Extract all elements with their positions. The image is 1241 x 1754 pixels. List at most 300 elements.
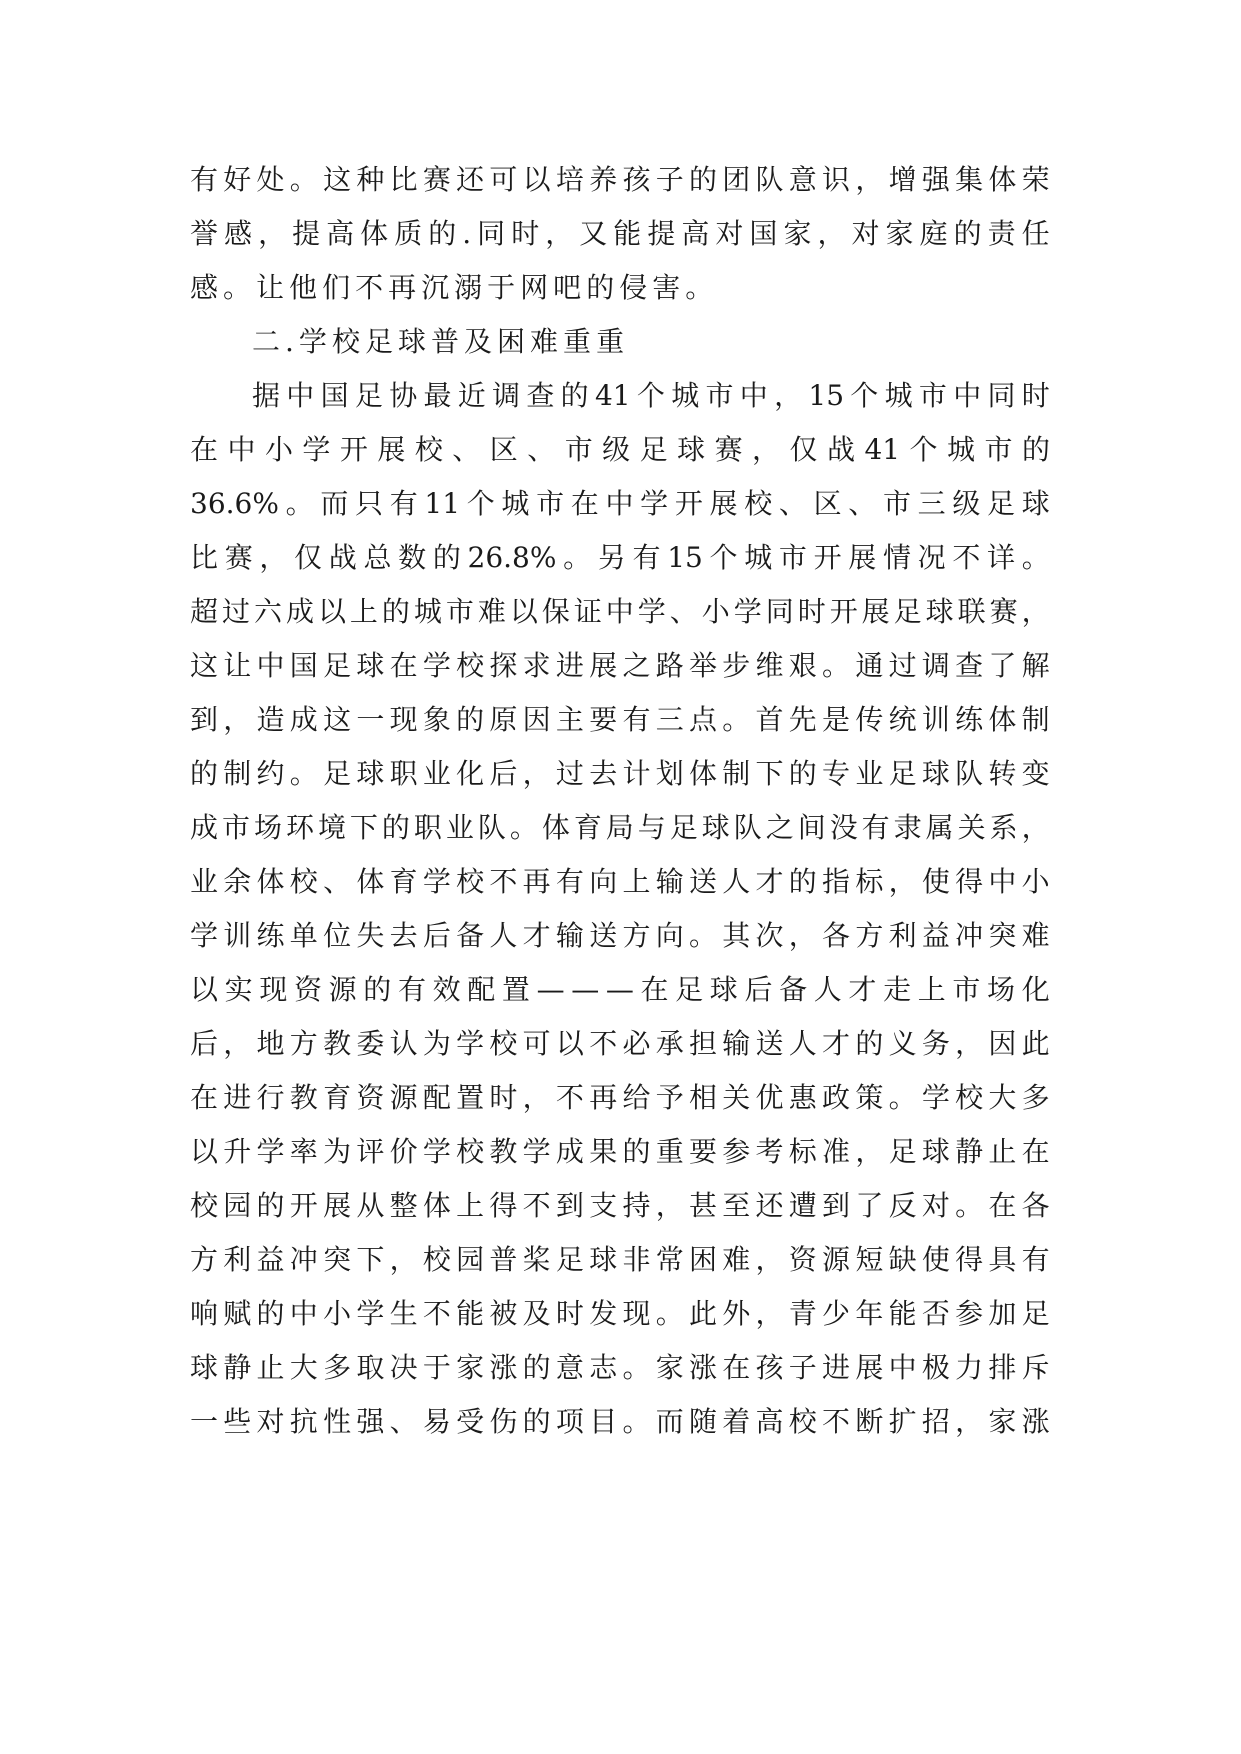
glyph: 城	[744, 541, 773, 574]
glyph: 静	[223, 1351, 252, 1384]
glyph: 送	[755, 1027, 784, 1060]
glyph: 总	[363, 541, 392, 574]
glyph: 学	[422, 1135, 451, 1168]
glyph: 境	[317, 811, 346, 844]
glyph: 认	[389, 1027, 418, 1060]
glyph: 重	[563, 325, 597, 358]
glyph: 要	[688, 1135, 717, 1168]
glyph: 教	[323, 1027, 352, 1060]
glyph: 举	[688, 649, 717, 682]
glyph: 承	[655, 1027, 684, 1060]
glyph: 上	[456, 1189, 485, 1222]
glyph: 比	[190, 541, 219, 574]
glyph: —	[536, 973, 565, 1006]
glyph: 的	[688, 163, 717, 196]
text-line	[190, 1287, 1050, 1341]
glyph: 维	[755, 649, 784, 682]
glyph: 球	[397, 325, 431, 358]
glyph: 制	[722, 757, 751, 790]
glyph: 才	[822, 1027, 851, 1060]
glyph: 余	[223, 865, 252, 898]
glyph: 球	[921, 1135, 950, 1168]
glyph: 练	[955, 703, 984, 736]
glyph: 这	[323, 163, 352, 196]
glyph: 任	[1021, 217, 1050, 250]
glyph: 过	[888, 649, 917, 682]
glyph: 。	[289, 163, 318, 196]
glyph: 以	[555, 1027, 584, 1060]
glyph: 个	[850, 379, 879, 412]
glyph: ，	[817, 217, 846, 250]
glyph: 。	[223, 271, 257, 304]
glyph: 在	[389, 649, 418, 682]
glyph: 中	[953, 379, 982, 412]
glyph: 困	[688, 1243, 717, 1276]
glyph: 持	[622, 1189, 651, 1222]
glyph: 的	[788, 865, 817, 898]
glyph: 此	[1021, 1027, 1050, 1060]
glyph: 目	[589, 1405, 618, 1438]
glyph: 后	[190, 1027, 219, 1060]
glyph: 家	[456, 1351, 485, 1384]
glyph: 难	[722, 1243, 751, 1276]
glyph: 青	[788, 1297, 817, 1330]
glyph: 送	[589, 919, 618, 952]
glyph: 过	[555, 757, 584, 790]
glyph: 以	[522, 163, 551, 196]
glyph: 不	[555, 1081, 584, 1114]
glyph: 输	[555, 919, 584, 952]
glyph: 各	[822, 919, 851, 952]
glyph: 对	[256, 1405, 285, 1438]
glyph: 人	[813, 973, 842, 1006]
glyph: 又	[579, 217, 608, 250]
glyph: 同	[765, 595, 794, 628]
glyph: 业	[855, 757, 884, 790]
glyph: ，	[755, 1297, 784, 1330]
glyph: 校	[456, 649, 485, 682]
glyph: 市	[536, 487, 565, 520]
glyph: 赛	[989, 595, 1018, 628]
glyph: 优	[755, 1081, 784, 1114]
glyph: 资	[788, 1243, 817, 1276]
glyph: 教	[489, 1135, 518, 1168]
glyph: 区	[489, 433, 518, 466]
glyph: 超	[190, 595, 219, 628]
glyph: 处	[256, 163, 285, 196]
glyph: 成	[289, 703, 318, 736]
glyph: 球	[921, 757, 950, 790]
glyph: 41	[864, 433, 901, 466]
glyph: 必	[622, 1027, 651, 1060]
glyph: 。	[563, 541, 592, 574]
glyph: 因	[988, 1027, 1017, 1060]
glyph: ，	[855, 163, 884, 196]
glyph: 家	[988, 1405, 1017, 1438]
glyph: 二	[252, 325, 286, 358]
glyph: 养	[589, 163, 618, 196]
glyph: 学	[522, 1135, 551, 1168]
glyph: 及	[464, 325, 498, 358]
glyph: 36.6%	[190, 487, 279, 520]
glyph: 足	[555, 1243, 584, 1276]
glyph: 的	[622, 1135, 651, 1168]
glyph: 集	[955, 163, 984, 196]
glyph: 的	[256, 1189, 285, 1222]
glyph: 解	[1021, 649, 1050, 682]
glyph: ，	[955, 1027, 984, 1060]
glyph: 赛	[224, 541, 253, 574]
glyph: 况	[917, 541, 946, 574]
glyph: 足	[987, 487, 1016, 520]
glyph: 有	[861, 811, 890, 844]
glyph: 体	[256, 865, 285, 898]
glyph: 在	[640, 973, 669, 1006]
glyph: 增	[888, 163, 917, 196]
glyph: ，	[259, 541, 288, 574]
glyph: 、	[848, 487, 877, 520]
text-line	[190, 1071, 1050, 1125]
glyph: 从	[356, 1189, 385, 1222]
glyph: 育	[389, 865, 418, 898]
glyph: 否	[921, 1297, 950, 1330]
glyph: 城	[501, 487, 530, 520]
glyph: 开	[813, 541, 842, 574]
glyph: 而	[655, 1405, 684, 1438]
glyph: 。	[822, 649, 851, 682]
glyph: 展	[589, 649, 618, 682]
glyph: 的	[953, 217, 982, 250]
glyph: 对	[715, 217, 744, 250]
text-line	[190, 1125, 1050, 1179]
glyph: 足	[323, 649, 352, 682]
glyph: 再	[388, 271, 422, 304]
glyph: 备	[456, 919, 485, 952]
glyph: 准	[822, 1135, 851, 1168]
glyph: 到	[822, 1189, 851, 1222]
glyph: 冲	[955, 919, 984, 952]
glyph: 球	[709, 973, 738, 1006]
glyph: 比	[389, 163, 418, 196]
glyph: 学	[422, 865, 451, 898]
glyph: 置	[501, 973, 530, 1006]
glyph: 校	[289, 865, 318, 898]
glyph: 仅	[294, 541, 323, 574]
glyph: 以	[190, 973, 219, 1006]
glyph: 。	[622, 1405, 651, 1438]
glyph: 小	[1021, 865, 1050, 898]
glyph: 练	[256, 919, 285, 952]
glyph: 少	[822, 1297, 851, 1330]
glyph: 中	[605, 487, 634, 520]
glyph: 据	[252, 379, 281, 412]
glyph: 有	[1021, 1243, 1050, 1276]
glyph: 能	[456, 1297, 485, 1330]
glyph: 以	[317, 595, 346, 628]
glyph: 现	[389, 703, 418, 736]
glyph: 中	[605, 595, 634, 628]
glyph: 予	[655, 1081, 684, 1114]
glyph: 加	[988, 1297, 1017, 1330]
glyph: 个	[709, 541, 738, 574]
glyph: 的	[363, 973, 392, 1006]
glyph: 26.8%	[467, 541, 557, 574]
glyph: 小	[264, 433, 293, 466]
glyph: 网	[520, 271, 554, 304]
glyph: 取	[356, 1351, 385, 1384]
glyph: 。	[655, 1297, 684, 1330]
glyph: ，	[774, 379, 803, 412]
glyph: 开	[829, 595, 858, 628]
glyph: 校	[456, 1135, 485, 1168]
glyph: 不	[822, 1405, 851, 1438]
glyph: 突	[323, 1243, 352, 1276]
glyph: 有	[555, 865, 584, 898]
glyph: 育	[573, 811, 602, 844]
glyph: 大	[289, 1351, 318, 1384]
glyph: 足	[888, 757, 917, 790]
glyph: 向	[655, 919, 684, 952]
glyph: 意	[788, 163, 817, 196]
glyph: 数	[398, 541, 427, 574]
glyph: 园	[223, 1189, 252, 1222]
glyph: 通	[855, 649, 884, 682]
glyph: 得	[955, 1243, 984, 1276]
glyph: 要	[589, 703, 618, 736]
glyph: 足	[1021, 1297, 1050, 1330]
body-text	[190, 153, 1050, 1449]
text-line	[190, 423, 1050, 477]
glyph: 教	[289, 1081, 318, 1114]
glyph: 体	[541, 811, 570, 844]
glyph: 体	[422, 1189, 451, 1222]
glyph: 生	[389, 1297, 418, 1330]
glyph: 一	[356, 703, 385, 736]
glyph: 侵	[619, 271, 653, 304]
glyph: 大	[988, 1081, 1017, 1114]
text-line	[190, 1341, 1050, 1395]
glyph: 意	[555, 1351, 584, 1384]
glyph: 市	[445, 595, 474, 628]
text-line	[190, 585, 1050, 639]
glyph: 家	[655, 1351, 684, 1384]
glyph: 球	[356, 649, 385, 682]
glyph: 难	[1021, 919, 1050, 952]
text-line	[190, 207, 1050, 261]
glyph: 而	[320, 487, 349, 520]
glyph: 赋	[223, 1297, 252, 1330]
glyph: 足	[323, 757, 352, 790]
glyph: 最	[423, 379, 452, 412]
glyph: 后	[489, 757, 518, 790]
glyph: 体	[988, 703, 1017, 736]
glyph: 遭	[788, 1189, 817, 1222]
glyph: 到	[190, 703, 219, 736]
glyph: 在	[1021, 1135, 1050, 1168]
glyph: 涨	[688, 1351, 717, 1384]
glyph: 源	[822, 1243, 851, 1276]
text-line	[190, 1179, 1050, 1233]
glyph: 展	[709, 487, 738, 520]
glyph: 职	[413, 811, 442, 844]
glyph: 家	[783, 217, 812, 250]
glyph: 求	[522, 649, 551, 682]
glyph: 涨	[1021, 1405, 1050, 1438]
glyph: 园	[456, 1243, 485, 1276]
glyph: ，	[258, 217, 287, 250]
glyph: 好	[223, 163, 252, 196]
glyph: 保	[541, 595, 570, 628]
glyph: 、	[452, 433, 481, 466]
glyph: 断	[855, 1405, 884, 1438]
glyph: 支	[589, 1189, 618, 1222]
glyph: 有	[190, 163, 219, 196]
glyph: 的	[522, 1351, 551, 1384]
glyph: 城	[671, 379, 700, 412]
glyph: 后	[744, 973, 773, 1006]
glyph: 吧	[553, 271, 587, 304]
glyph: 。	[289, 757, 318, 790]
glyph: 缺	[888, 1243, 917, 1276]
glyph: 有	[397, 973, 426, 1006]
glyph: 市	[564, 433, 593, 466]
glyph: 艰	[788, 649, 817, 682]
text-line	[190, 261, 1050, 315]
glyph: 强	[356, 1405, 385, 1438]
glyph: 联	[957, 595, 986, 628]
glyph: 级	[952, 487, 981, 520]
glyph: 城	[947, 433, 976, 466]
glyph: 的	[855, 1027, 884, 1060]
glyph: 步	[722, 649, 751, 682]
glyph: 单	[289, 919, 318, 952]
glyph: 在	[722, 1351, 751, 1384]
glyph: 场	[987, 973, 1016, 1006]
glyph: 地	[256, 1027, 285, 1060]
glyph: 路	[655, 649, 684, 682]
glyph: 次	[755, 919, 784, 952]
glyph: 扩	[888, 1405, 917, 1438]
glyph: 队	[755, 163, 784, 196]
glyph: 参	[722, 1135, 751, 1168]
glyph: 人	[722, 865, 751, 898]
glyph: 高	[326, 217, 355, 250]
glyph: 级	[602, 433, 631, 466]
glyph: 进	[822, 1351, 851, 1384]
glyph: 学	[298, 325, 332, 358]
text-line	[190, 153, 1050, 207]
glyph: 开	[674, 487, 703, 520]
glyph: 的	[560, 379, 589, 412]
glyph: 实	[224, 973, 253, 1006]
glyph: 同	[477, 217, 506, 250]
glyph: 效	[432, 973, 461, 1006]
glyph: 配	[467, 973, 496, 1006]
glyph: 源	[328, 973, 357, 1006]
glyph: 训	[223, 919, 252, 952]
glyph: 利	[888, 919, 917, 952]
glyph: 对	[921, 1189, 950, 1222]
glyph: 志	[589, 1351, 618, 1384]
glyph: ，	[545, 217, 574, 250]
glyph: 球	[356, 757, 385, 790]
glyph: 到	[555, 1189, 584, 1222]
glyph: 市	[221, 811, 250, 844]
glyph: 评	[356, 1135, 385, 1168]
glyph: 益	[256, 1243, 285, 1276]
glyph: 是	[822, 703, 851, 736]
glyph: 识	[822, 163, 851, 196]
glyph: 让	[256, 271, 290, 304]
glyph: ，	[1021, 595, 1050, 628]
glyph: 现	[622, 1297, 651, 1330]
glyph: 先	[788, 703, 817, 736]
glyph: 约	[256, 757, 285, 790]
glyph: 。	[1021, 541, 1050, 574]
glyph: 制	[223, 757, 252, 790]
glyph: 开	[289, 1189, 318, 1222]
glyph: 还	[456, 163, 485, 196]
glyph: 源	[389, 1081, 418, 1114]
glyph: 短	[855, 1243, 884, 1276]
glyph: 置	[456, 1081, 485, 1114]
glyph: 传	[855, 703, 884, 736]
glyph: 进	[223, 1081, 252, 1114]
glyph: 多	[323, 1351, 352, 1384]
glyph: ，	[223, 1027, 252, 1060]
glyph: 止	[988, 1135, 1017, 1168]
glyph: 。	[688, 919, 717, 952]
glyph: 间	[797, 811, 826, 844]
glyph: 此	[688, 1297, 717, 1330]
glyph: 决	[389, 1351, 418, 1384]
glyph: 球	[925, 595, 954, 628]
glyph: 涨	[489, 1351, 518, 1384]
glyph: 可	[489, 163, 518, 196]
glyph: 足	[669, 811, 698, 844]
glyph: 时	[797, 595, 826, 628]
glyph: 校	[456, 865, 485, 898]
glyph: 市	[984, 433, 1013, 466]
glyph: 足	[639, 433, 668, 466]
glyph: 成	[190, 811, 219, 844]
glyph: 再	[522, 865, 551, 898]
glyph: 市	[952, 973, 981, 1006]
glyph: 溺	[454, 271, 488, 304]
glyph: 统	[888, 703, 917, 736]
glyph: .	[285, 325, 299, 358]
glyph: 价	[389, 1135, 418, 1168]
glyph: 球	[589, 1243, 618, 1276]
glyph: 下	[755, 757, 784, 790]
glyph: 训	[921, 703, 950, 736]
glyph: 不	[952, 541, 981, 574]
glyph: 备	[779, 973, 808, 1006]
glyph: ，	[788, 919, 817, 952]
glyph: 。	[285, 487, 314, 520]
glyph: 展	[323, 1189, 352, 1222]
glyph: 易	[422, 1405, 451, 1438]
glyph: 益	[921, 919, 950, 952]
glyph: 了	[855, 1189, 884, 1222]
glyph: 个	[636, 379, 665, 412]
glyph: 随	[688, 1405, 717, 1438]
glyph: 标	[788, 1135, 817, 1168]
glyph: 再	[589, 1081, 618, 1114]
glyph: 与	[637, 811, 666, 844]
glyph: 育	[323, 1081, 352, 1114]
glyph: 三	[655, 703, 684, 736]
